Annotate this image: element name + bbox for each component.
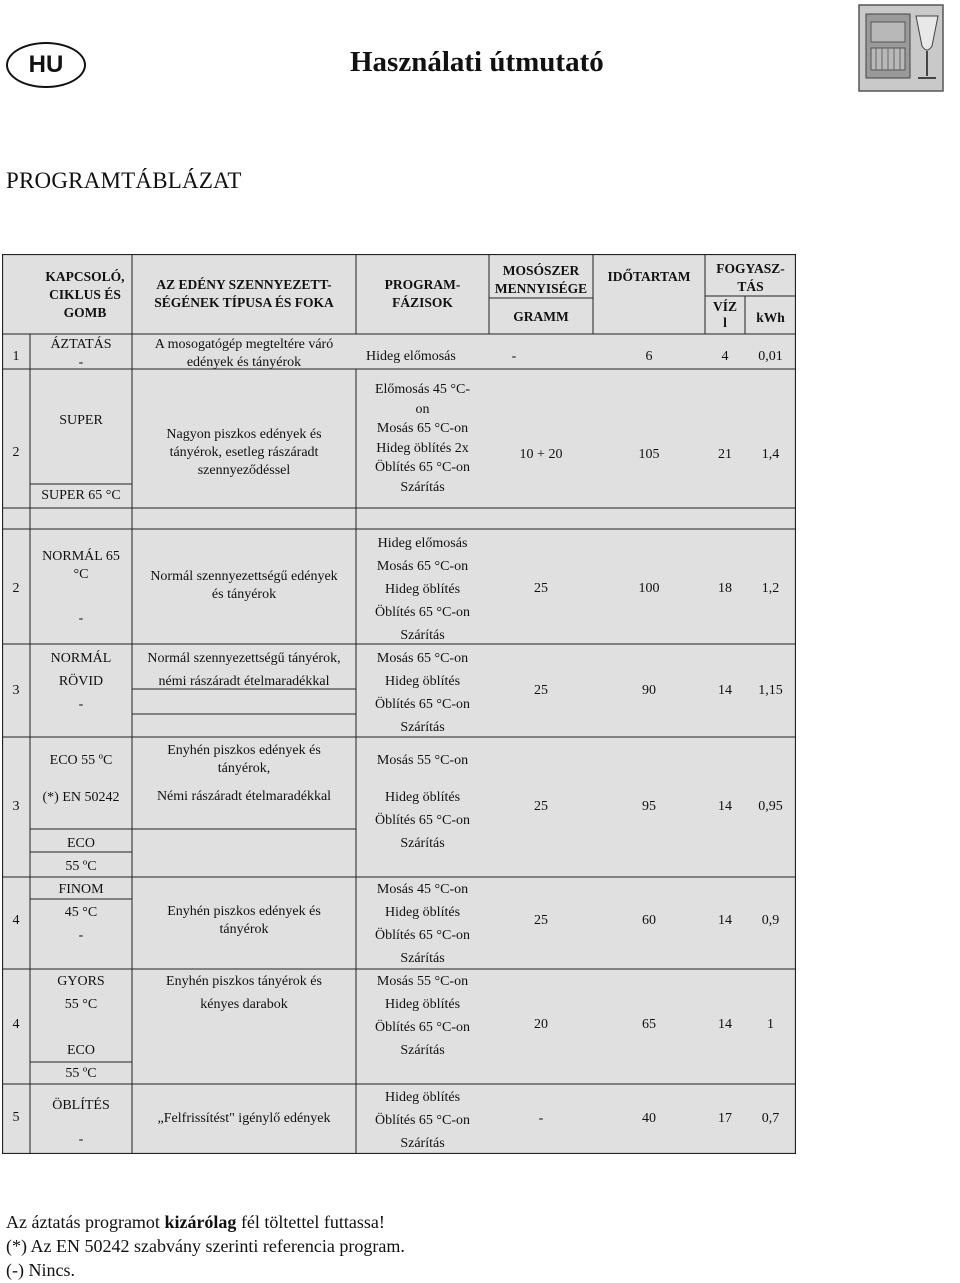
footnote-reference: (*) Az EN 50242 szabvány szerinti referencia program. [6,1236,405,1256]
row-1-water: 4 [721,349,729,364]
row-3-water: 18 [718,581,732,596]
row-8-detergent: - [538,1111,544,1126]
row-3-number: 2 [12,581,20,596]
row-1-duration: 6 [645,349,653,364]
row-8-knob-sub: - [78,1132,84,1147]
row-7-dishes: Enyhén piszkos tányérok és kényes darabok [166,974,322,1012]
row-5-phases: Hideg öblítés Öblítés 65 °C-on Szárítás [374,790,471,851]
header-detergent-unit: GRAMM [513,309,569,324]
row-8-duration: 40 [642,1111,656,1126]
row-7-water: 14 [718,1017,732,1032]
row-4-knob: NORMÁL RÖVID - [50,651,112,712]
row-5-detergent: 25 [534,799,548,814]
language-badge-label: HU [28,51,64,78]
row-3-knob: NORMÁL 65 °C [42,549,120,582]
row-7-energy: 1 [767,1017,774,1032]
row-2-water: 21 [718,447,732,462]
footnote-none: (-) Nincs. [6,1260,75,1280]
row-8-phases: Hideg öblítés Öblítés 65 °C-on Szárítás [374,1090,471,1151]
row-3-phases: Hideg előmosás Mosás 65 °C-on Hideg öblítés Öblítés 65 °C-on Szárítás [374,536,471,643]
program-table [2,254,796,1154]
header-energy: kWh [756,310,785,325]
row-7-phases: Mosás 55 °C-on Hideg öblítés Öblítés 65 °C-on Szárítás [374,974,471,1058]
row-5-duration: 95 [642,799,656,814]
row-1-knob: ÁZTATÁS - [50,337,112,370]
header-duration: IDŐTARTAM [607,269,691,284]
row-5-number: 3 [12,799,20,814]
header-water: VÍZ l [712,299,737,330]
row-3-detergent: 25 [534,581,548,596]
row-6-phases: Mosás 45 °C-on Hideg öblítés Öblítés 65 °C-on Szárítás [374,882,471,966]
row-2-phases: Előmosás 45 °C- on Mosás 65 °C-on Hideg öblítés 2x Öblítés 65 °C-on Szárítás [374,382,471,495]
header-dishes: AZ EDÉNY SZENNYEZETT- SÉGÉNEK TÍPUSA ÉS FOKA [154,277,334,310]
row-5-dishes: Enyhén piszkos edények és tányérok, [167,743,321,776]
row-8-energy: 0,7 [761,1111,780,1126]
row-6-detergent: 25 [534,913,548,928]
row-6-number: 4 [12,913,20,928]
footnotes [6,1210,405,1282]
row-1-energy: 0,01 [758,349,783,364]
row-6-duration: 60 [642,913,656,928]
row-4-dishes: Normál szennyezettségű tányérok, némi rászáradt ételmaradékkal [147,651,341,689]
row-2-number: 2 [12,445,20,460]
row-3-duration: 100 [638,581,660,596]
language-badge [6,42,86,88]
row-8-dishes: „Felfrissítést" igénylő edények [157,1111,331,1126]
footnote-soak: Az áztatás programot kizárólag fél töltettel futtassa! [6,1212,385,1232]
row-1-phase: Hideg előmosás [366,349,456,364]
row-1-dishes: A mosogatógép megteltére váró edények és tányérok [154,337,334,370]
row-2-detergent: 10 + 20 [519,447,563,462]
dishwasher-logo-icon [858,4,944,92]
section-title: PROGRAMTÁBLÁZAT [6,168,242,193]
row-7-number: 4 [12,1017,20,1032]
row-7-knob: GYORS 55 °C ECO 55 ºC [57,974,105,1081]
row-4-phases: Mosás 65 °C-on Hideg öblítés Öblítés 65 °C-on Szárítás [374,651,471,735]
row-3-knob-sub: - [78,611,84,626]
row-4-duration: 90 [642,683,656,698]
row-6-knob: FINOM 45 °C - [58,882,104,943]
row-3-energy: 1,2 [761,581,780,596]
row-2-knob-sub: SUPER 65 °C [41,488,121,503]
row-4-detergent: 25 [534,683,548,698]
row-3-dishes: Normál szennyezettségű edények és tányérok [150,569,338,602]
row-7-detergent: 20 [534,1017,548,1032]
header-consumption: FOGYASZ- TÁS [716,261,785,294]
row-7-duration: 65 [642,1017,656,1032]
row-5-phase-1: Mosás 55 °C-on [376,753,469,768]
row-5-energy: 0,95 [758,799,783,814]
row-2-dishes: Nagyon piszkos edények és tányérok, esetleg rászáradt szennyeződéssel [166,427,322,478]
header-phases: PROGRAM- FÁZISOK [384,277,461,310]
header-knob: KAPCSOLÓ, CIKLUS ÉS GOMB [45,269,125,320]
row-8-knob: ÖBLÍTÉS [52,1098,110,1113]
row-4-number: 3 [12,683,20,698]
row-2-duration: 105 [638,447,660,462]
row-6-dishes: Enyhén piszkos edények és tányérok [167,904,321,937]
row-2-knob: SUPER [59,413,103,428]
row-6-energy: 0,9 [761,913,780,928]
document-title: Használati útmutató [350,46,604,78]
row-6-water: 14 [718,913,732,928]
row-5-knob-sub: (*) EN 50242 ECO 55 ºC [42,790,120,874]
row-8-number: 5 [12,1110,20,1125]
header-detergent: MOSÓSZER MENNYISÉGE [494,263,588,296]
row-5-water: 14 [718,799,732,814]
row-1-detergent: - [511,349,517,364]
row-5-dishes-sub: Némi rászáradt ételmaradékkal [156,789,332,804]
row-2-energy: 1,4 [761,447,780,462]
row-1-number: 1 [12,349,20,364]
row-4-energy: 1,15 [758,683,783,698]
row-8-water: 17 [718,1111,732,1126]
row-4-water: 14 [718,683,732,698]
row-5-knob: ECO 55 ºC [49,753,113,768]
